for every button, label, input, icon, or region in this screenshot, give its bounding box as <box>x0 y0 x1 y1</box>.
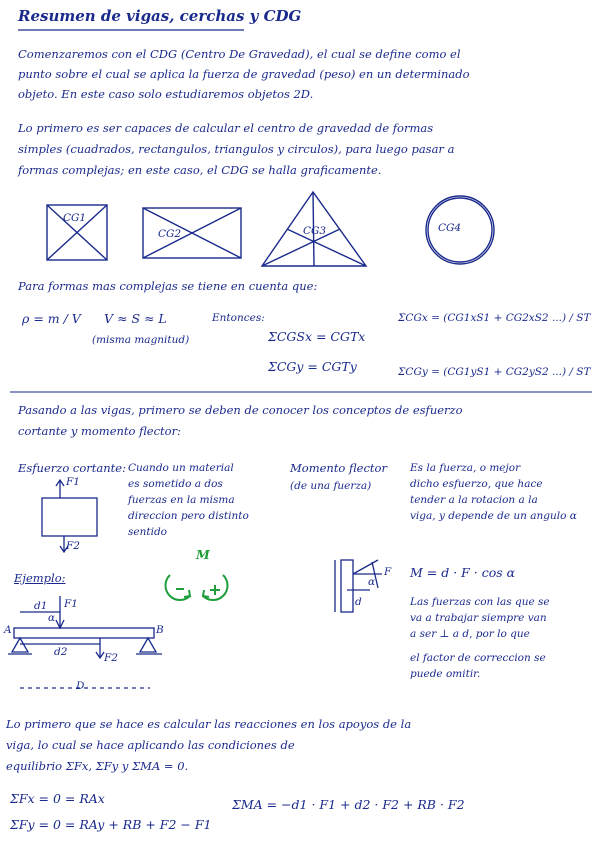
para1-line-2: punto sobre el cual se aplica la fuerza de gravedad (peso) en un determinado <box>18 67 470 81</box>
beam-label-a: A <box>4 624 12 636</box>
eq-sum-ma: ΣMA = −d1 · F1 + d2 · F2 + RB · F2 <box>232 797 465 812</box>
final-line-3: equilibrio ΣFx, ΣFy y ΣMA = 0. <box>6 759 189 773</box>
flector-sub: (de una fuerza) <box>290 480 372 492</box>
flector-f-label: F <box>384 566 392 578</box>
sum-y-formula: ΣCGy = CGTy <box>268 359 357 374</box>
volume-formula: V ≈ S ≈ L <box>104 311 167 326</box>
final-line-2: viga, lo cual se hace aplicando las condiciones de <box>6 738 295 752</box>
cortante-desc-3: fuerzas en la misma <box>128 494 235 506</box>
cortante-desc-2: es sometido a dos <box>128 478 223 490</box>
page-title: Resumen de vigas, cerchas y CDG <box>18 7 302 25</box>
shape-label-1: CG1 <box>63 212 87 224</box>
shape-label-3: CG3 <box>303 225 327 237</box>
shape-label-2: CG2 <box>158 228 182 240</box>
flector-note-2: va a trabajar siempre van <box>410 612 547 624</box>
flector-d-label: d <box>355 596 362 608</box>
flector-alpha-label: α <box>368 576 376 588</box>
flector-desc-1: Es la fuerza, o mejor <box>410 462 521 474</box>
para2-line-3: formas complejas; en este caso, el CDG se halla graficamente. <box>18 163 382 177</box>
beam-label-f2: F2 <box>104 652 118 664</box>
vigas-line-1: Pasando a las vigas, primero se deben de conocer los conceptos de esfuerzo <box>18 403 463 417</box>
moment-icon <box>166 575 228 600</box>
flector-note-5: puede omitir. <box>410 668 481 680</box>
flector-heading: Momento flector <box>290 461 387 475</box>
cortante-desc-4: direccion pero distinto <box>128 510 249 522</box>
shear-f2-label: F2 <box>66 540 80 552</box>
beam-label-d2: d2 <box>54 646 68 658</box>
flector-note-3: a ser ⊥ a d, por lo que <box>410 628 530 640</box>
flector-desc-4: viga, y depende de un angulo α <box>410 510 577 522</box>
beam-label-f1: F1 <box>64 598 78 610</box>
beam-label-alpha: α <box>48 612 56 624</box>
shear-f1-label: F1 <box>66 476 80 488</box>
para2-line-2: simples (cuadrados, rectangulos, triangulos y circulos), para luego pasar a <box>18 142 455 156</box>
beam-label-d1: d1 <box>34 600 48 612</box>
complex-intro: Para formas mas complejas se tiene en cuenta que: <box>18 279 318 293</box>
shape-label-4: CG4 <box>438 222 462 234</box>
beam-example <box>8 596 162 688</box>
cgy-formula: ΣCGy = (CG1yS1 + CG2yS2 ...) / ST <box>398 366 591 378</box>
ejemplo-heading: Ejemplo: <box>14 571 66 585</box>
moment-formula: M = d · F · cos α <box>410 565 516 580</box>
vigas-line-2: cortante y momento flector: <box>18 424 181 438</box>
entonces-label: Entonces: <box>212 312 265 324</box>
cortante-heading: Esfuerzo cortante: <box>18 461 126 475</box>
beam-label-d: D <box>76 680 85 692</box>
moment-label: M <box>196 547 210 562</box>
beam-label-b: B <box>156 624 164 636</box>
final-line-1: Lo primero que se hace es calcular las reacciones en los apoyos de la <box>6 717 412 731</box>
flector-desc-2: dicho esfuerzo, que hace <box>410 478 543 490</box>
para1-line-1: Comenzaremos con el CDG (Centro De Gravedad), el cual se define como el <box>18 47 461 61</box>
flector-desc-3: tender a la rotacion a la <box>410 494 538 506</box>
cortante-desc-1: Cuando un material <box>128 462 234 474</box>
flector-note-4: el factor de correccion se <box>410 652 546 664</box>
eq-sum-fx: ΣFx = 0 = RAx <box>10 791 105 806</box>
sum-x-formula: ΣCGSx = CGTx <box>268 329 366 344</box>
para2-line-1: Lo primero es ser capaces de calcular el centro de gravedad de formas <box>18 121 434 135</box>
para1-line-3: objeto. En este caso solo estudiaremos objetos 2D. <box>18 87 314 101</box>
cgx-formula: ΣCGx = (CG1xS1 + CG2xS2 ...) / ST <box>398 312 591 324</box>
flector-note-1: Las fuerzas con las que se <box>410 596 550 608</box>
rho-formula: ρ = m / V <box>22 311 81 326</box>
eq-sum-fy: ΣFy = 0 = RAy + RB + F2 − F1 <box>10 817 212 832</box>
cortante-desc-5: sentido <box>128 526 167 538</box>
volume-note: (misma magnitud) <box>92 334 190 346</box>
